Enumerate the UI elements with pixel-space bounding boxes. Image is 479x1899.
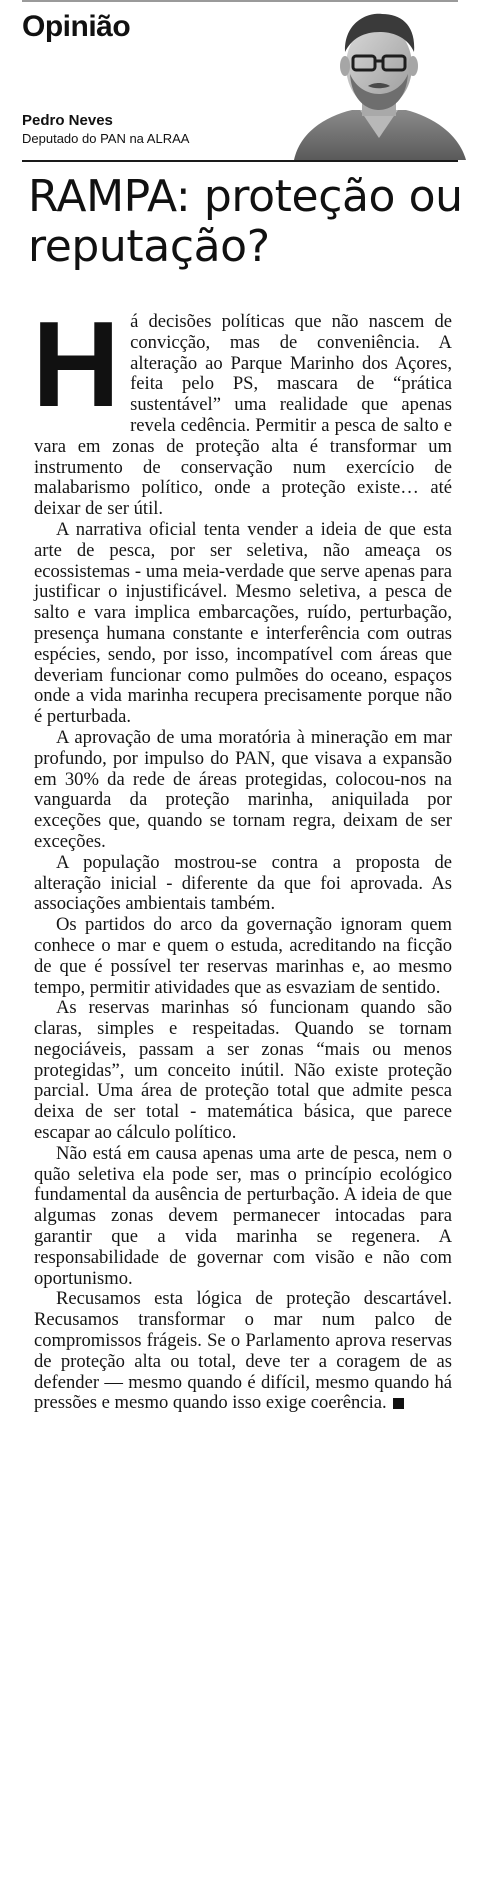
end-of-article-mark	[393, 1398, 404, 1409]
author-photo	[290, 4, 468, 160]
article-paragraph: A população mostrou-se contra a proposta de alteração inicial - diferente da que foi aprovada. As associações ambientais também.	[34, 851, 452, 915]
article-paragraph: A narrativa oficial tenta vender a ideia de que esta arte de pesca, por ser seletiva, não ameaça os ecossistemas - uma meia-verdade que serve apenas para justificar o injustificável. Mesmo seletiva, a pesca de salto e vara implica embarcações, ruído, perturbação, presença humana constante e interferência com outras espécies, sendo, por isso, incompatível com áreas que deveriam funcionar como pulmões do oceano, espaços onde a vida marinha recupera precisamente porque não é perturbada.	[34, 518, 452, 728]
article-paragraph: Há decisões políticas que não nascem de convicção, mas de conveniência. A alteração ao Parque Marinho dos Açores, feita pelo PS, mascara de “prática sustentável” uma realidade que apenas revela cedência. Permitir a pesca de salto e vara em zonas de proteção alta é transformar um instrumento de conservação num exercício de malabarismo político, onde a proteção existe… até deixar de ser útil.	[32, 296, 452, 520]
article-paragraph: Os partidos do arco da governação ignoram quem conhece o mar e quem o estuda, acreditando na ficção de que é possível ter reservas marinhas e, ao mesmo tempo, permitir atividades que as esvaziam de sentido.	[34, 914, 452, 998]
top-rule	[22, 0, 458, 2]
article-headline: RAMPA: proteção ou reputação?	[28, 171, 463, 272]
article-paragraph: Não está em causa apenas uma arte de pesca, nem o quão seletiva ela pode ser, mas o princípio ecológico fundamental da ausência de perturbação. A ideia de que algumas zonas devem permanecer intocadas para garantir que a vida marinha se regenera. A responsabilidade de governar com visão e não com oportunismo.	[34, 1142, 452, 1289]
section-title: Opinião	[22, 10, 131, 43]
author-role: Deputado do PAN na ALRAA	[22, 131, 190, 146]
author-name: Pedro Neves	[22, 112, 113, 129]
drop-cap: H	[32, 296, 121, 432]
header-rule	[22, 160, 458, 162]
article-body	[32, 296, 452, 1414]
article-paragraph: As reservas marinhas só funcionam quando são claras, simples e respeitadas. Quando se tornam negociáveis, passam a ser zonas “mais ou menos protegidas”, um conceito inútil. Não existe proteção parcial. Uma área de proteção total que admite pesca deixa de ser total - matemática básica, que parece escapar ao cálculo político.	[34, 997, 452, 1144]
article-paragraph: Recusamos esta lógica de proteção descartável. Recusamos transformar o mar num palco de compromissos frágeis. Se o Parlamento aprova reservas de proteção alta ou total, deve ter a coragem de as defender — mesmo quando é difícil, mesmo quando há pressões e mesmo quando isso exige coerência.	[34, 1288, 452, 1414]
article-paragraph: A aprovação de uma moratória à mineração em mar profundo, por impulso do PAN, que visava a expansão em 30% da rede de áreas protegidas, colocou-nos na vanguarda da proteção marinha, aniquilada por exceções que, quando se tornam regra, deixam de ser exceções.	[34, 726, 452, 852]
